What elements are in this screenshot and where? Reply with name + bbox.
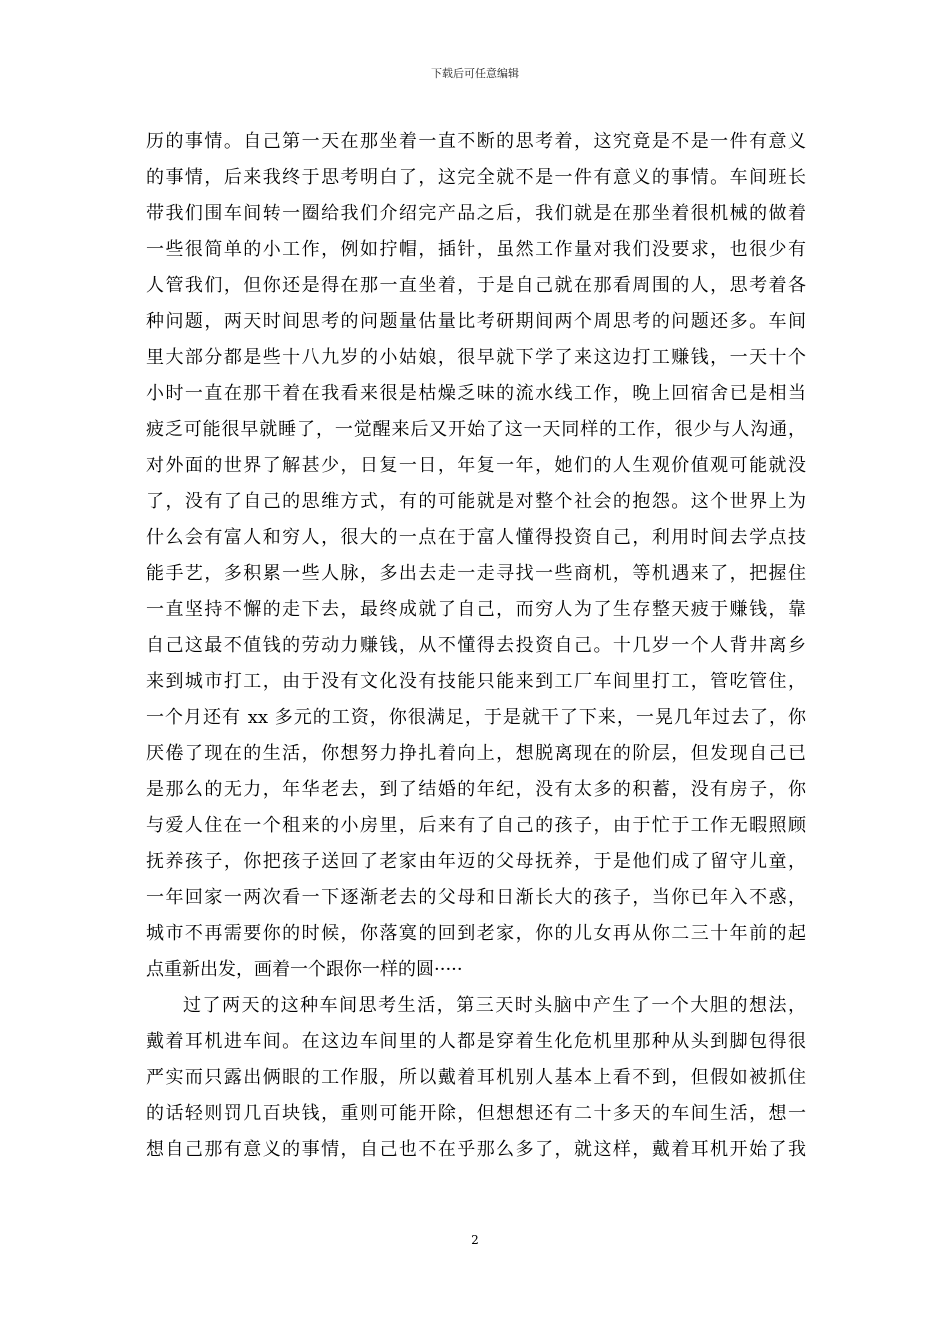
text-line: 什么会有富人和穷人，很大的一点在于富人懂得投资自己，利用时间去学点技 (146, 527, 806, 548)
text-line: 里大部分都是些十八九岁的小姑娘，很早就下学了来这边打工赚钱，一天十个 (146, 347, 806, 368)
text-line: 一个月还有 xx 多元的工资，你很满足，于是就干了下来，一晃几年过去了，你 (146, 707, 806, 728)
text-line: 过了两天的这种车间思考生活，第三天时头脑中产生了一个大胆的想法， (183, 995, 806, 1016)
text-line: 来到城市打工，由于没有文化没有技能只能来到工厂车间里打工，管吃管住， (146, 671, 806, 692)
text-line: 一年回家一两次看一下逐渐老去的父母和日渐长大的孩子，当你已年入不惑， (146, 887, 806, 908)
text-line: 点重新出发，画着一个跟你一样的圆····· (146, 959, 463, 980)
text-line: 城市不再需要你的时候，你落寞的回到老家，你的儿女再从你二三十年前的起 (146, 923, 806, 944)
text-line: 疲乏可能很早就睡了，一觉醒来后又开始了这一天同样的工作，很少与人沟通， (146, 419, 806, 440)
text-line: 自己这最不值钱的劳动力赚钱，从不懂得去投资自己。十几岁一个人背井离乡 (146, 635, 806, 656)
text-line: 戴着耳机进车间。在这边车间里的人都是穿着生化危机里那种从头到脚包得很 (146, 1031, 806, 1052)
text-line: 能手艺，多积累一些人脉，多出去走一走寻找一些商机，等机遇来了，把握住 (146, 563, 806, 584)
text-line: 小时一直在那干着在我看来很是枯燥乏味的流水线工作，晚上回宿舍已是相当 (146, 383, 806, 404)
text-line: 一直坚持不懈的走下去，最终成就了自己，而穷人为了生存整天疲于赚钱，靠 (146, 599, 806, 620)
text-line: 的事情，后来我终于思考明白了，这完全就不是一件有意义的事情。车间班长 (146, 167, 806, 188)
text-line: 想自己那有意义的事情，自己也不在乎那么多了，就这样，戴着耳机开始了我 (146, 1139, 806, 1160)
text-line: 是那么的无力，年华老去，到了结婚的年纪，没有太多的积蓄，没有房子，你 (146, 779, 806, 800)
text-line: 抚养孩子，你把孩子送回了老家由年迈的父母抚养，于是他们成了留守儿童， (146, 851, 806, 872)
paragraph-2 (146, 988, 806, 1168)
text-line: 历的事情。自己第一天在那坐着一直不断的思考着，这究竟是不是一件有意义 (146, 131, 806, 152)
text-line: 与爱人住在一个租来的小房里，后来有了自己的孩子，由于忙于工作无暇照顾 (146, 815, 806, 836)
page-number: 2 (471, 1233, 479, 1247)
text-line: 厌倦了现在的生活，你想努力挣扎着向上，想脱离现在的阶层，但发现自己已 (146, 743, 806, 764)
text-line: 了，没有了自己的思维方式，有的可能就是对整个社会的抱怨。这个世界上为 (146, 491, 806, 512)
page-header: 下载后可任意编辑 (431, 67, 519, 80)
text-line: 人管我们，但你还是得在那一直坐着，于是自己就在那看周围的人，思考着各 (146, 275, 806, 296)
paragraph-1 (146, 124, 806, 988)
text-line: 对外面的世界了解甚少，日复一日，年复一年，她们的人生观价值观可能就没 (146, 455, 806, 476)
document-body (146, 124, 806, 1168)
text-line: 一些很简单的小工作，例如拧帽，插针，虽然工作量对我们没要求，也很少有 (146, 239, 806, 260)
text-line: 严实而只露出俩眼的工作服，所以戴着耳机别人基本上看不到，但假如被抓住 (146, 1067, 806, 1088)
text-line: 带我们围车间转一圈给我们介绍完产品之后，我们就是在那坐着很机械的做着 (146, 203, 806, 224)
text-line: 种问题，两天时间思考的问题量估量比考研期间两个周思考的问题还多。车间 (146, 311, 806, 332)
text-line: 的话轻则罚几百块钱，重则可能开除，但想想还有二十多天的车间生活，想一 (146, 1103, 806, 1124)
